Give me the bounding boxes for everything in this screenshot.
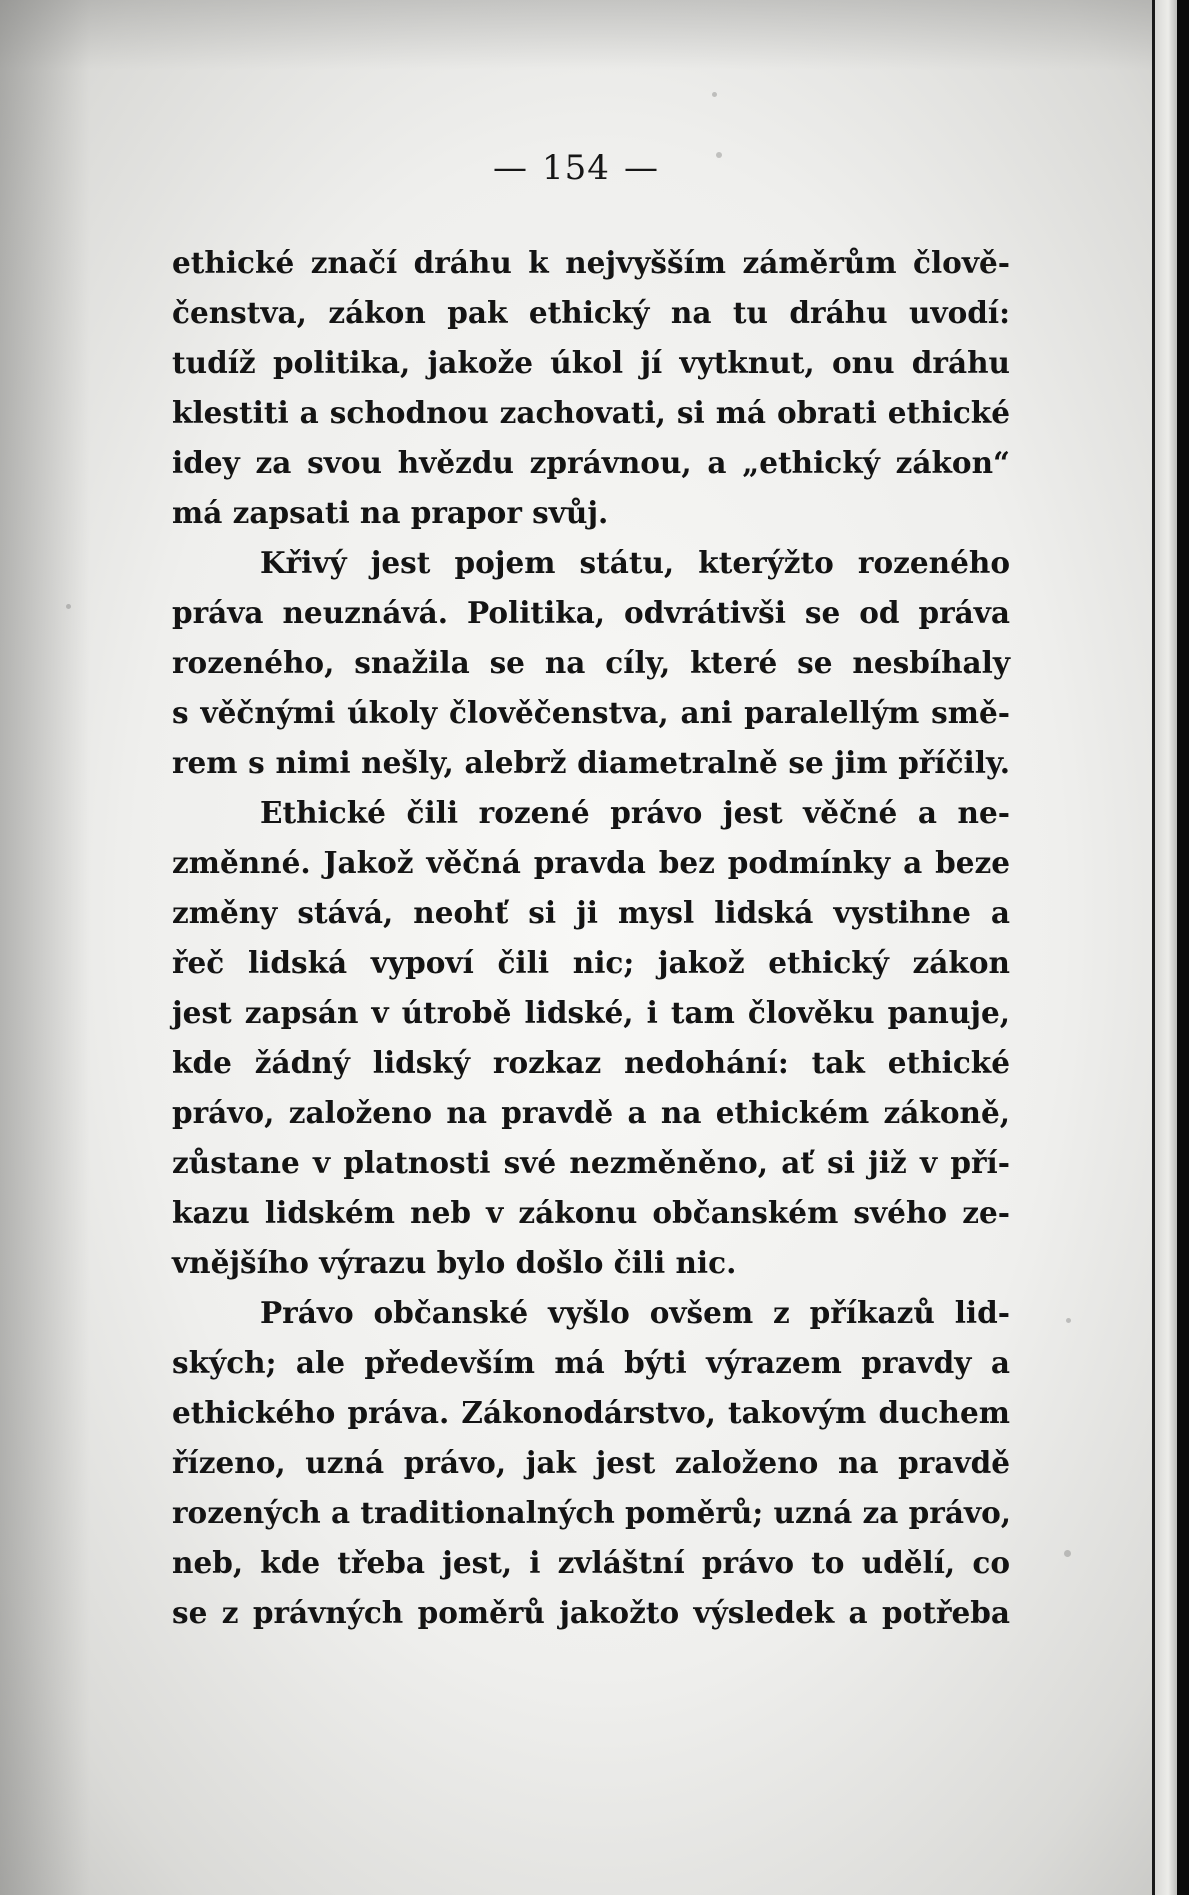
- text-line: kazu lidském neb v zákonu občanském svého ze-: [172, 1195, 1010, 1230]
- text-line: řízeno, uzná právo, jak jest založeno na pravdě: [172, 1445, 1010, 1480]
- paragraph-end-line: vnějšího výrazu bylo došlo čili nic.: [172, 1245, 737, 1280]
- paragraph-start-line: Právo občanské vyšlo ovšem z příkazů lid-: [260, 1295, 1010, 1330]
- text-line: tudíž politika, jakože úkol jí vytknut, onu dráhu: [172, 345, 1010, 380]
- text-line: rozeného, snažila se na cíly, které se nesbíhaly: [172, 645, 1010, 680]
- text-line: rozených a traditionalných poměrů; uzná za právo,: [172, 1495, 1012, 1530]
- ink-smudge: [1066, 1318, 1071, 1323]
- text-line: klestiti a schodnou zachovati, si má obrati ethické: [172, 395, 1010, 430]
- text-line: práva neuznává. Politika, odvrátivši se od práva: [172, 595, 1010, 630]
- text-line: neb, kde třeba jest, i zvláštní právo to udělí, co: [172, 1545, 1010, 1580]
- text-line: ethické značí dráhu k nejvyšším záměrům člově-: [172, 245, 1010, 280]
- paragraph-start-line: Křivý jest pojem státu, kterýžto rozeného: [260, 545, 1010, 580]
- adjacent-page-edge: [1152, 0, 1177, 1895]
- text-line: právo, založeno na pravdě a na ethickém zákoně,: [172, 1095, 1010, 1130]
- text-line: ských; ale především má býti výrazem pravdy a: [172, 1345, 1010, 1380]
- page-header: [0, 148, 1152, 188]
- paragraph-start-line: Ethické čili rozené právo jest věčné a ne-: [260, 795, 1010, 830]
- ink-smudge: [712, 92, 717, 97]
- text-line: idey za svou hvězdu zprávnou, a „ethický zákon“: [172, 445, 1010, 480]
- text-line: řeč lidská vypoví čili nic; jakož ethický zákon: [172, 945, 1010, 980]
- body-text: [172, 238, 1010, 1638]
- ink-smudge: [66, 604, 71, 609]
- ink-smudge: [1064, 1550, 1071, 1557]
- header-dash-left: —: [493, 148, 529, 188]
- text-line: se z právných poměrů jakožto výsledek a potřeba: [172, 1595, 1010, 1630]
- text-line: kde žádný lidský rozkaz nedohání: tak ethické: [172, 1045, 1010, 1080]
- text-line: s věčnými úkoly člověčenstva, ani paralellým smě-: [172, 695, 1010, 730]
- text-line: jest zapsán v útrobě lidské, i tam člověku panuje,: [172, 995, 1010, 1030]
- text-line: ethického práva. Zákonodárstvo, takovým duchem: [172, 1395, 1010, 1430]
- text-line: změny stává, neohť si ji mysl lidská vystihne a: [172, 895, 1010, 930]
- text-line: zůstane v platnosti své nezměněno, ať si již v pří-: [172, 1145, 1010, 1180]
- text-line: čenstva, zákon pak ethický na tu dráhu uvodí:: [172, 295, 1010, 330]
- page-number: 154: [542, 148, 610, 188]
- text-line: změnné. Jakož věčná pravda bez podmínky a beze: [172, 845, 1010, 880]
- paragraph-end-line: má zapsati na prapor svůj.: [172, 495, 609, 530]
- paragraph-end-line: rem s nimi nešly, alebrž diametralně se jim příčily.: [172, 745, 1010, 780]
- header-dash-right: —: [623, 148, 659, 188]
